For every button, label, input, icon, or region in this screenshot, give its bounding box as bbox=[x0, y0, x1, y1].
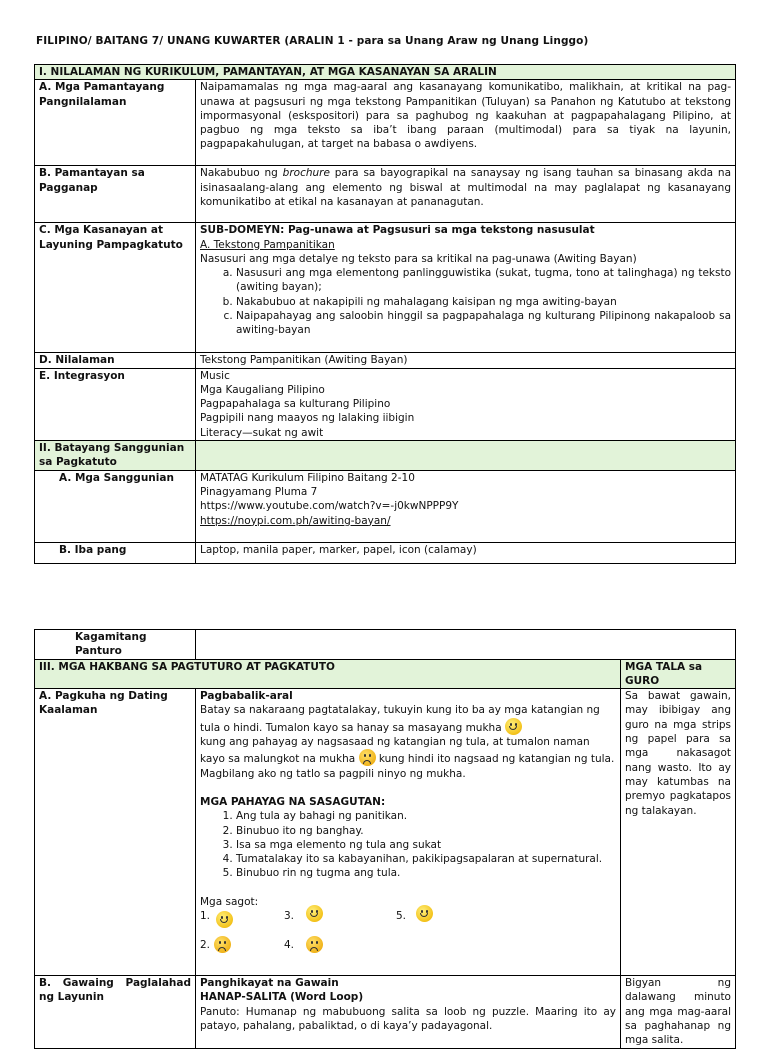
objective-cell bbox=[196, 976, 621, 1048]
sad-face-icon bbox=[306, 936, 323, 953]
objective-row bbox=[35, 976, 736, 1048]
materials-label: Kagamitang Panturo bbox=[35, 630, 196, 660]
curriculum-table bbox=[34, 64, 736, 564]
activity-instructions: Panuto: Humanap ng mabubuong salita sa loob ng puzzle. Maaring ito ay patayo, pahalang, pabaliktad, o di kaya’y padayagonal. bbox=[200, 1005, 616, 1033]
happy-face-icon bbox=[306, 905, 323, 922]
references-label: A. Mga Sanggunian bbox=[35, 470, 196, 542]
competency-list bbox=[200, 266, 731, 337]
section-3-row bbox=[35, 659, 736, 689]
answers-heading: Mga sagot: bbox=[200, 895, 259, 908]
competency-intro: Nasusuri ang mga detalye ng teksto para sa kritikal na pag-unawa (Awiting Bayan) bbox=[200, 252, 637, 265]
activity-title: Panghikayat na Gawain bbox=[200, 977, 339, 990]
competencies-label: C. Mga Kasanayan at Layuning Pampagkatuto bbox=[35, 223, 196, 353]
prior-knowledge-cell bbox=[196, 689, 621, 976]
review-instructions: Batay sa nakaraang pagtatalakay, tukuyin kung ito ba ay mga katangian ng tula o hindi. Tumalon kayo sa hanay sa masayang mukha kung ang pahayag ay nagsasaad ng katangian ng tula, at tumalon naman kayo sa malungkot na mukha kung hindi ito nagsaad ng katangian ng tula. Magbilang ako ng tatlo sa pagpili ninyo ng mukha. bbox=[200, 704, 615, 780]
procedure-table bbox=[34, 629, 736, 1049]
sad-face-icon bbox=[359, 749, 376, 766]
list-item: c. Naipapahayag ang saloobin hinggil sa pagpapahalaga ng kulturang Pilipinong nakapaloob sa awiting-bayan bbox=[236, 309, 731, 338]
content-standards-text: Naipamamalas ng mga mag-aaral ang kasanayang komunikatibo, malikhain, at kritikal na pag-unawa at pagsusuri ng mga tekstong Pampanitikan (Tuluyan) sa Panahon ng Katutubo at tekstong impormasyonal (eskspositori) para sa paghubog ng kaakuhan at pagpapahalagang Pilipino, at pagbuo ng mga teksto sa iba’t ibang paraan (multimodal) para sa tiyak na layunin, pagpapakahulugan, at target na babasa o awdiyens. bbox=[196, 80, 736, 166]
content-row bbox=[35, 353, 736, 368]
content-standards-row bbox=[35, 80, 736, 166]
section-1-header: I. NILALAMAN NG KURIKULUM, PAMANTAYAN, AT MGA KASANAYAN SA ARALIN bbox=[35, 65, 736, 80]
content-text: Tekstong Pampanitikan (Awiting Bayan) bbox=[196, 353, 736, 368]
section-2-empty bbox=[196, 441, 736, 471]
section-3-header: III. MGA HAKBANG SA PAGTUTURO AT PAGKATUTO bbox=[35, 659, 621, 689]
reference-link[interactable]: https://noypi.com.ph/awiting-bayan/ bbox=[200, 514, 391, 527]
references-row bbox=[35, 470, 736, 542]
answer-number: 1. bbox=[200, 910, 211, 923]
answer-number: 4. bbox=[284, 939, 295, 952]
answer-number: 2. bbox=[200, 939, 211, 952]
materials-empty bbox=[196, 630, 736, 660]
reference-line: Pinagyamang Pluma 7 bbox=[200, 485, 318, 498]
teacher-notes-header: MGA TALA sa GURO bbox=[621, 659, 736, 689]
other-materials-label: B. Iba pang bbox=[35, 542, 196, 563]
integration-line: Pagpipili nang maayos ng lalaking iibigin bbox=[200, 412, 415, 425]
answer-number: 3. bbox=[284, 910, 295, 923]
list-item: 3. Isa sa mga elemento ng tula ang sukat bbox=[236, 838, 616, 852]
integration-label: E. Integrasyon bbox=[35, 368, 196, 440]
other-materials-text: Laptop, manila paper, marker, papel, icon (calamay) bbox=[196, 542, 736, 563]
competencies-row bbox=[35, 223, 736, 353]
integration-row bbox=[35, 368, 736, 440]
competencies-cell bbox=[196, 223, 736, 353]
list-item: b. Nakabubuo at nakapipili ng mahalagang kaisipan ng mga awiting-bayan bbox=[236, 295, 731, 309]
performance-standards-row bbox=[35, 166, 736, 223]
performance-standards-text: Nakabubuo ng brochure para sa bayograpikal na sanaysay ng isang tauhan sa binasang akda na isinasaalang-alang ang elemento ng biswal at multimodal na may paglalapat ng kasanayang komunikatibo at etikal na kasanayan at pananagutan. bbox=[196, 166, 736, 223]
subdomain-heading: SUB-DOMEYN: Pag-unawa at Pagsusuri sa mga tekstong nasusulat bbox=[200, 224, 595, 237]
integration-line: Music bbox=[200, 369, 230, 382]
content-label: D. Nilalaman bbox=[35, 353, 196, 368]
happy-face-icon bbox=[416, 905, 433, 922]
activity-subtitle: HANAP-SALITA (Word Loop) bbox=[200, 991, 364, 1004]
content-standards-label: A. Mga Pamantayang Pangnilalaman bbox=[35, 80, 196, 166]
reference-line: MATATAG Kurikulum Filipino Baitang 2-10 bbox=[200, 471, 415, 484]
statements-list bbox=[200, 809, 616, 880]
sad-face-icon bbox=[214, 936, 231, 953]
list-item: 5. Binubuo rin ng tugma ang tula. bbox=[236, 866, 616, 880]
text-type-heading: A. Tekstong Pampanitikan bbox=[200, 238, 335, 251]
answer-key bbox=[200, 909, 616, 973]
prior-knowledge-label: A. Pagkuha ng Dating Kaalaman bbox=[35, 689, 196, 976]
happy-face-icon bbox=[216, 911, 233, 928]
list-item: 2. Binubuo ito ng banghay. bbox=[236, 824, 616, 838]
materials-row bbox=[35, 630, 736, 660]
integration-cell bbox=[196, 368, 736, 440]
list-item: 1. Ang tula ay bahagi ng panitikan. bbox=[236, 809, 616, 823]
statements-heading: MGA PAHAYAG NA SASAGUTAN: bbox=[200, 795, 386, 808]
review-title: Pagbabalik-aral bbox=[200, 690, 293, 703]
section-2-header: II. Batayang Sanggunian sa Pagkatuto bbox=[35, 441, 196, 471]
integration-line: Pagpapahalaga sa kulturang Pilipino bbox=[200, 398, 391, 411]
prior-knowledge-row bbox=[35, 689, 736, 976]
objective-label: B. Gawaing Paglalahad ng Layunin bbox=[35, 976, 196, 1048]
integration-line: Literacy—sukat ng awit bbox=[200, 426, 324, 439]
answer-number: 5. bbox=[396, 910, 407, 923]
happy-face-icon bbox=[505, 718, 522, 735]
list-item: 4. Tumatalakay ito sa kabayanihan, pakikipagsapalaran at supernatural. bbox=[236, 852, 616, 866]
teacher-note-1: Sa bawat gawain, may ibibigay ang guro na mga strips ng papel para sa mga nakasagot nang wasto. Ito ay may katumbas na premyo pagkatapos ng talakayan. bbox=[621, 689, 736, 976]
teacher-note-2: Bigyan ng dalawang minuto ang mga mag-aaral sa paghahanap ng mga salita. bbox=[621, 976, 736, 1048]
other-materials-row bbox=[35, 542, 736, 563]
document-title: FILIPINO/ BAITANG 7/ UNANG KUWARTER (ARALIN 1 - para sa Unang Araw ng Unang Linggo) bbox=[36, 35, 589, 47]
references-cell bbox=[196, 470, 736, 542]
list-item: a. Nasusuri ang mga elementong panlingguwistika (sukat, tugma, tono at talinghaga) ng teksto (awiting bayan); bbox=[236, 266, 731, 295]
section-1-row bbox=[35, 65, 736, 80]
performance-standards-label: B. Pamantayan sa Pagganap bbox=[35, 166, 196, 223]
reference-line: https://www.youtube.com/watch?v=-j0kwNPPP9Y bbox=[200, 500, 459, 513]
integration-line: Mga Kaugaliang Pilipino bbox=[200, 383, 325, 396]
section-2-row bbox=[35, 441, 736, 471]
